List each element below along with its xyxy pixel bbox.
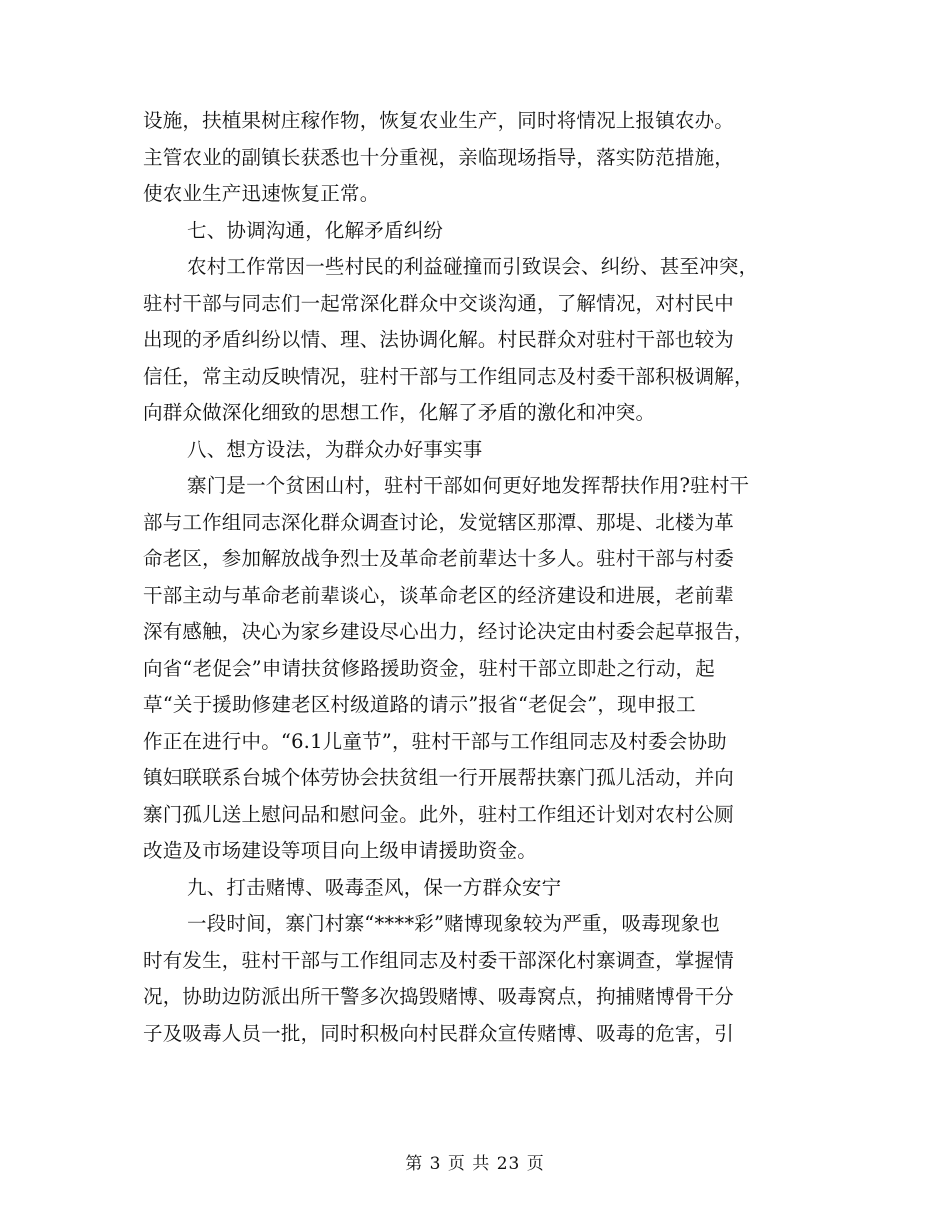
text-line-13: 命老区，参加解放战争烈士及革命老前辈达十多人。驻村干部与村委: [143, 547, 735, 570]
text-line-16: 向省“老促会”申请扶贫修路援助资金，驻村干部立即赴之行动，起: [143, 656, 715, 680]
text-line-9: 向群众做深化细致的思想工作，化解了矛盾的激化和冲突。: [143, 401, 656, 424]
text-line-24: 时有发生，驻村干部与工作组同志及村委干部深化村寨调查，掌握情: [143, 948, 735, 972]
section-heading-9: 九、打击赌博、吸毒歪风，保一方群众安宁: [187, 875, 562, 899]
section-heading-7: 七、协调沟通，化解矛盾纠纷: [187, 218, 444, 242]
text-line-12: 部与工作组同志深化群众调查讨论，发觉辖区那潭、那堤、北楼为革: [143, 510, 735, 534]
text-line-21: 改造及市场建设等项目向上级申请援助资金。: [143, 839, 538, 862]
page-number-footer: 第 3 页 共 23 页: [405, 1154, 545, 1174]
text-line-26: 子及吸毒人员一批，同时积极向村民群众宣传赌博、吸毒的危害，引: [143, 1021, 735, 1045]
text-line-1: 设施，扶植果树庄稼作物，恢复农业生产，同时将情况上报镇农办。: [143, 109, 735, 132]
text-line-17: 草“关于援助修建老区村级道路的请示”报省“老促会”，现申报工: [143, 693, 696, 716]
text-line-2: 主管农业的副镇长获悉也十分重视，亲临现场指导，落实防范措施，: [143, 145, 735, 169]
text-line-25: 况，协助边防派出所干警多次捣毁赌博、吸毒窝点，拘捕赌博骨干分: [143, 985, 735, 1008]
text-line-14: 干部主动与革命老前辈谈心，谈革命老区的经济建设和进展，老前辈: [143, 583, 735, 607]
text-line-23: 一段时间，寨门村寨“****彩”赌博现象较为严重，吸毒现象也: [187, 912, 720, 935]
text-line-15: 深有感触，决心为家乡建设尽心出力，经讨论决定由村委会起草报告，: [143, 620, 754, 643]
text-line-7: 出现的矛盾纠纷以情、理、法协调化解。村民群众对驻村干部也较为: [143, 328, 735, 351]
document-body: [143, 103, 813, 1052]
text-line-18: 作正在进行中。“6.1儿童节”，驻村干部与工作组同志及村委会协助: [143, 729, 727, 753]
section-heading-8: 八、想方设法，为群众办好事实事: [187, 437, 483, 461]
text-line-6: 驻村干部与同志们一起常深化群众中交谈沟通，了解情况，对村民中: [143, 291, 735, 315]
text-line-3: 使农业生产迅速恢复正常。: [143, 182, 380, 205]
text-line-8: 信任，常主动反映情况，驻村干部与工作组同志及村委干部积极调解，: [143, 364, 754, 388]
text-line-11: 寨门是一个贫困山村，驻村干部如何更好地发挥帮扶作用?驻村干: [187, 474, 750, 497]
text-line-5: 农村工作常因一些村民的利益碰撞而引致误会、纠纷、甚至冲突，: [187, 255, 759, 278]
text-line-20: 寨门孤儿送上慰问品和慰问金。此外，驻村工作组还计划对农村公厕: [143, 802, 735, 826]
text-line-19: 镇妇联联系台城个体劳协会扶贫组一行开展帮扶寨门孤儿活动，并向: [143, 766, 735, 789]
